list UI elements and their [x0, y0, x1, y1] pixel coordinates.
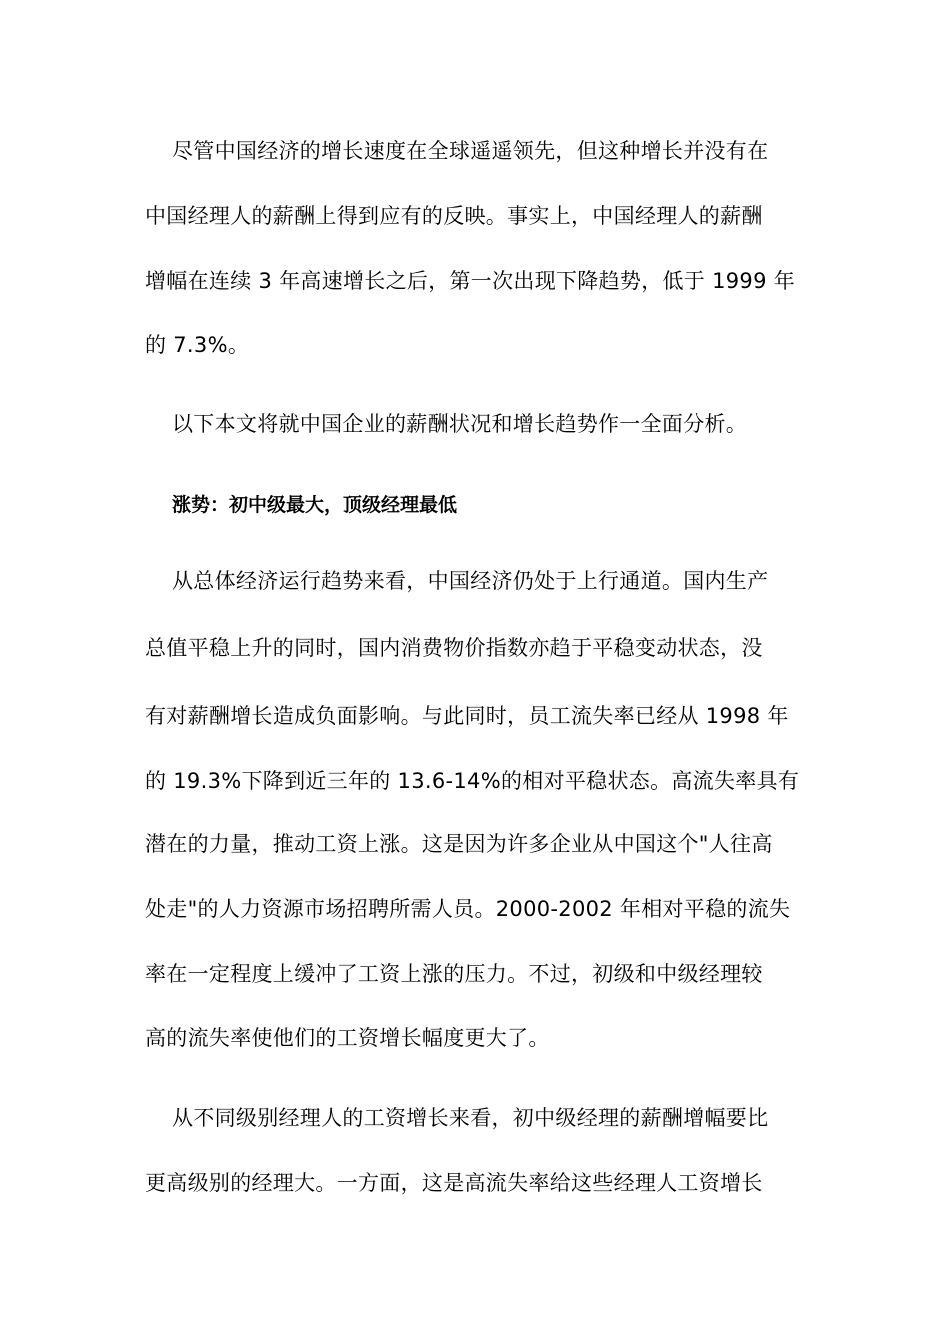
- paragraph-4-line-1: 从不同级别经理人的工资增长来看，初中级经理的薪酬增幅要比: [172, 1106, 769, 1130]
- paragraph-1-line-1: 尽管中国经济的增长速度在全球遥遥领先，但这种增长并没有在: [172, 139, 769, 163]
- paragraph-3-line-4: 的 19.3%下降到近三年的 13.6-14%的相对平稳状态。高流失率具有: [145, 769, 800, 793]
- section-heading: 涨势：初中级最大，顶级经理最低: [172, 494, 458, 516]
- paragraph-3-line-5: 潜在的力量，推动工资上涨。这是因为许多企业从中国这个"人往高: [145, 832, 773, 856]
- paragraph-2-line-1: 以下本文将就中国企业的薪酬状况和增长趋势作一全面分析。: [172, 412, 748, 436]
- paragraph-3-line-2: 总值平稳上升的同时，国内消费物价指数亦趋于平稳变动状态，没: [145, 636, 763, 660]
- paragraph-3-line-7: 率在一定程度上缓冲了工资上涨的压力。不过，初级和中级经理较: [145, 962, 763, 986]
- paragraph-1-line-2: 中国经理人的薪酬上得到应有的反映。事实上，中国经理人的薪酬: [145, 204, 763, 228]
- paragraph-3-line-8: 高的流失率使他们的工资增长幅度更大了。: [145, 1026, 550, 1050]
- paragraph-3-line-6: 处走"的人力资源市场招聘所需人员。2000-2002 年相对平稳的流失: [145, 897, 791, 921]
- paragraph-1-line-3: 增幅在连续 3 年高速增长之后，第一次出现下降趋势，低于 1999 年: [145, 269, 796, 293]
- paragraph-1-line-4: 的 7.3%。: [145, 333, 250, 357]
- paragraph-4-line-2: 更高级别的经理大。一方面，这是高流失率给这些经理人工资增长: [145, 1171, 763, 1195]
- paragraph-3-line-1: 从总体经济运行趋势来看，中国经济仍处于上行通道。国内生产: [172, 569, 769, 593]
- paragraph-3-line-3: 有对薪酬增长造成负面影响。与此同时，员工流失率已经从 1998 年: [145, 704, 789, 728]
